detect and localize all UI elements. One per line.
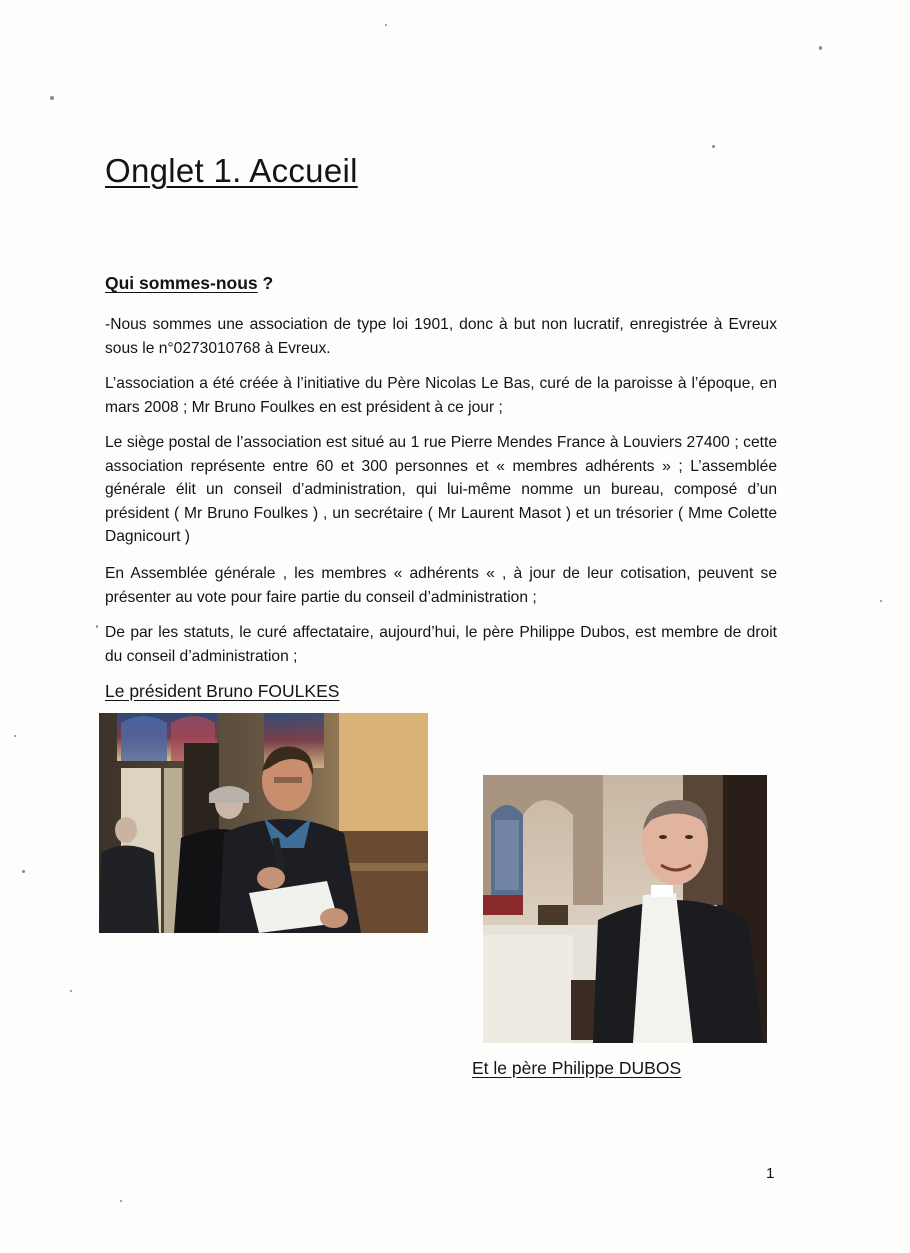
paragraph-organization: Le siège postal de l’association est situé au 1 rue Pierre Mendes France à Louviers 27400 ; cette association représente entre 60 et 300 personnes et « membres adhérents » ; L’assemblée générale élit un conseil d’administration, qui lui-même nomme un bureau, composé d’un président ( Mr Bruno Foulkes ) , un secrétaire ( Mr Laurent Masot ) et un trésorier ( Mme Colette Dagnicourt ) [105,434,777,545]
scan-speck [50,96,54,100]
page-number: 1 [766,1165,775,1182]
scan-speck [22,870,25,873]
scan-speck [120,1200,122,1202]
paragraph-general-assembly: En Assemblée générale , les membres « adhérents « , à jour de leur cotisation, peuvent se présenter au vote pour faire partie du conseil d’administration ; [105,565,777,606]
scan-speck [819,46,822,50]
section-heading-text: Qui sommes-nous [105,273,258,293]
scan-speck [96,625,98,628]
paragraph-intro: -Nous sommes une association de type loi 1901, donc à but non lucratif, enregistrée à Evreux sous le n°0273010768 à Evreux. [105,316,777,357]
priest-photo-illustration [483,775,767,1043]
scan-speck [70,990,72,992]
section-heading [105,273,273,294]
scan-speck [712,145,715,148]
scan-speck [14,735,16,737]
page-title: Onglet 1. Accueil [105,152,358,189]
scan-speck [880,600,882,602]
president-photo-illustration [99,713,428,933]
priest-caption: Et le père Philippe DUBOS [472,1058,682,1078]
president-photo [99,713,428,933]
section-heading-suffix: ? [257,273,274,293]
paragraph-creation: L’association a été créée à l’initiative du Père Nicolas Le Bas, curé de la paroisse à l’époque, en mars 2008 ; Mr Bruno Foulkes en est président à ce jour ; [105,375,777,416]
priest-photo [483,775,767,1043]
scan-speck [385,24,387,26]
president-caption: Le président Bruno FOULKES [105,681,340,701]
paragraph-statutes: De par les statuts, le curé affectataire, aujourd’hui, le père Philippe Dubos, est membre de droit du conseil d’administration ; [105,624,777,665]
